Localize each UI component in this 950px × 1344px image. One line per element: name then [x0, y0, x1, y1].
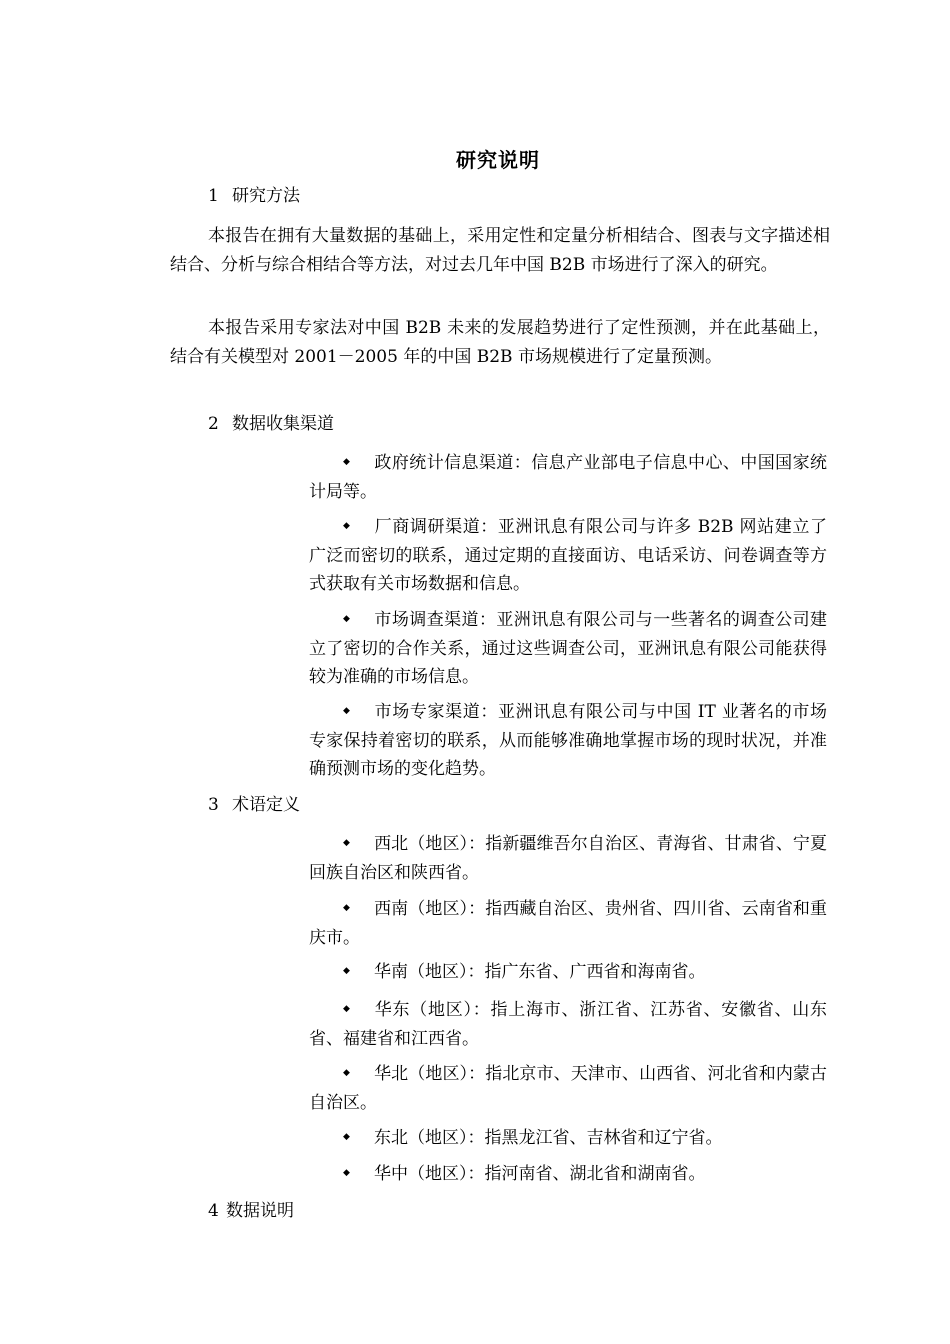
- term-text: 华东（地区）：指上海市、浙江省、江苏省、安徽省、山东省、福建省和江西省。: [309, 1000, 827, 1049]
- page-title: 研究说明: [456, 148, 540, 172]
- section-heading-method: [208, 182, 300, 210]
- bullet-diamond-icon: ◆: [343, 1167, 350, 1178]
- section-label: 研究方法: [232, 186, 300, 206]
- section-label: 数据收集渠道: [232, 414, 334, 434]
- term-text: 西北（地区）：指新疆维吾尔自治区、青海省、甘肃省、宁夏回族自治区和陕西省。: [309, 834, 827, 883]
- channel-item: [309, 449, 827, 506]
- section-heading-terms: [208, 791, 300, 819]
- channel-item: [309, 606, 827, 691]
- bullet-diamond-icon: ◆: [343, 1067, 350, 1078]
- section-heading-data-notes: [208, 1197, 294, 1225]
- bullet-diamond-icon: ◆: [343, 456, 350, 467]
- term-text: 华中（地区）：指河南省、湖北省和湖南省。: [374, 1164, 706, 1184]
- channel-text: 市场调查渠道：亚洲讯息有限公司与一些著名的调查公司建立了密切的合作关系，通过这些调查公司，亚洲讯息有限公司能获得较为准确的市场信息。: [309, 610, 827, 687]
- section-label: 数据说明: [226, 1201, 294, 1221]
- bullet-diamond-icon: ◆: [343, 902, 350, 913]
- section-number: 3: [208, 795, 219, 815]
- term-item: [309, 958, 827, 987]
- section-number: 2: [208, 414, 219, 434]
- section-number: 1: [208, 186, 219, 206]
- term-item: [309, 996, 827, 1053]
- term-text: 西南（地区）：指西藏自治区、贵州省、四川省、云南省和重庆市。: [309, 899, 827, 948]
- section-heading-channels: [208, 410, 334, 438]
- channel-item: [309, 513, 827, 598]
- section-number: 4: [208, 1201, 219, 1221]
- term-item: [309, 1060, 827, 1117]
- bullet-diamond-icon: ◆: [343, 1131, 350, 1142]
- method-paragraph: 本报告采用专家法对中国 B2B 未来的发展趋势进行了定性预测，并在此基础上，结合有关模型对 2001－2005 年的中国 B2B 市场规模进行了定量预测。: [170, 318, 830, 367]
- section-label: 术语定义: [232, 795, 300, 815]
- bullet-diamond-icon: ◆: [343, 1003, 350, 1014]
- bullet-diamond-icon: ◆: [343, 837, 350, 848]
- bullet-diamond-icon: ◆: [343, 520, 350, 531]
- channel-item: [309, 698, 827, 783]
- term-text: 华北（地区）：指北京市、天津市、山西省、河北省和内蒙古自治区。: [309, 1064, 827, 1113]
- channel-text: 厂商调研渠道：亚洲讯息有限公司与许多 B2B 网站建立了广泛而密切的联系，通过定期的直接面访、电话采访、问卷调查等方式获取有关市场数据和信息。: [309, 517, 827, 594]
- term-item: [309, 1160, 827, 1189]
- channel-text: 政府统计信息渠道：信息产业部电子信息中心、中国国家统计局等。: [309, 453, 827, 502]
- term-text: 东北（地区）：指黑龙江省、吉林省和辽宁省。: [374, 1128, 723, 1148]
- method-paragraph: 本报告在拥有大量数据的基础上，采用定性和定量分析相结合、图表与文字描述相结合、分析与综合相结合等方法，对过去几年中国 B2B 市场进行了深入的研究。: [170, 226, 830, 275]
- channel-text: 市场专家渠道：亚洲讯息有限公司与中国 IT 业著名的市场专家保持着密切的联系，从而能够准确地掌握市场的现时状况，并准确预测市场的变化趋势。: [309, 702, 827, 779]
- bullet-diamond-icon: ◆: [343, 613, 350, 624]
- term-item: [309, 830, 827, 887]
- bullet-diamond-icon: ◆: [343, 705, 350, 716]
- term-item: [309, 895, 827, 952]
- term-item: [309, 1124, 827, 1153]
- term-text: 华南（地区）：指广东省、广西省和海南省。: [374, 962, 706, 982]
- bullet-diamond-icon: ◆: [343, 965, 350, 976]
